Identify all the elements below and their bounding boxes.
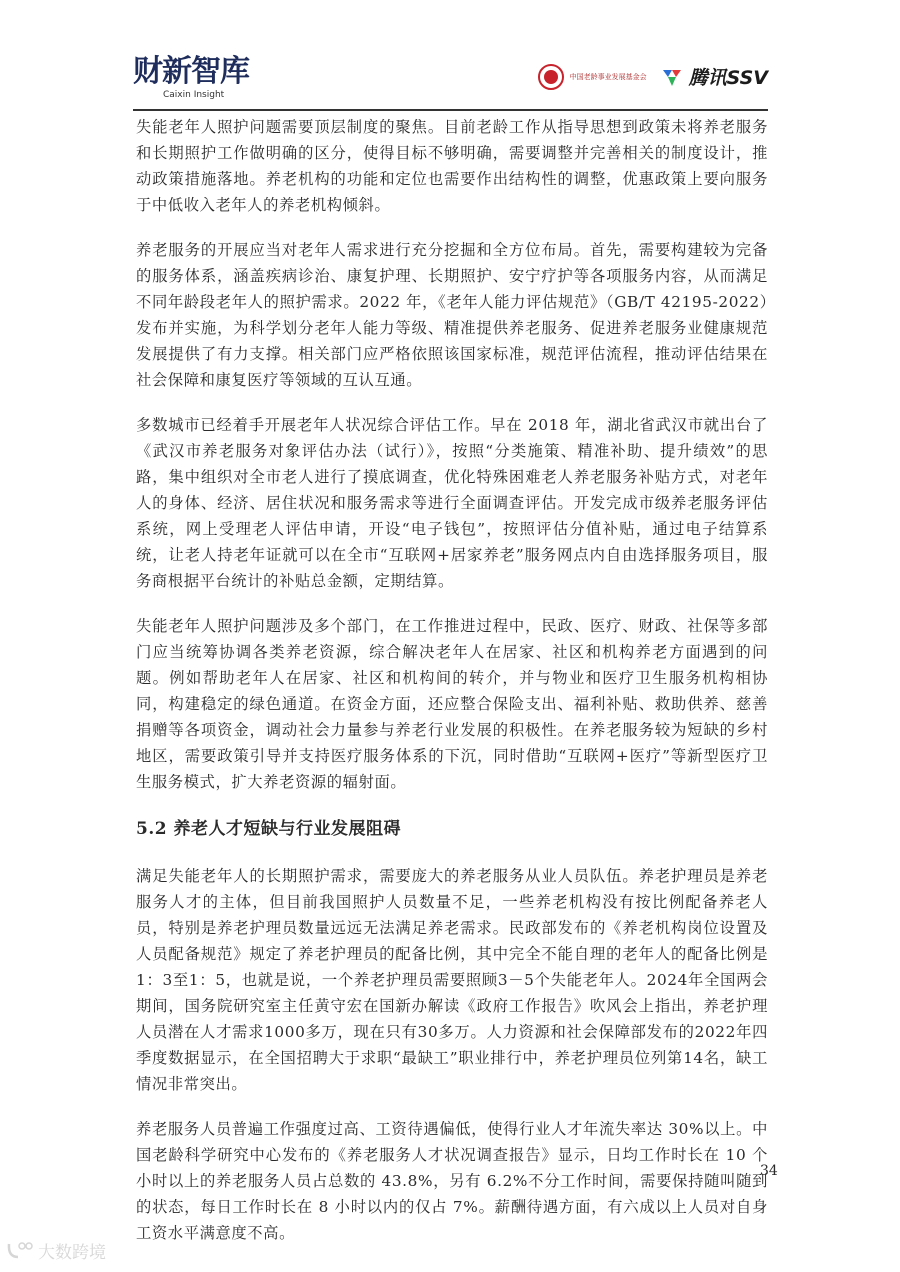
watermark-text: 大数跨境: [38, 1243, 106, 1263]
paragraph: 满足失能老年人的长期照护需求，需要庞大的养老服务从业人员队伍。养老护理员是养老服务人才的主体，但目前我国照护人员数量不足，一些养老机构没有按比例配备养老人员，特别是养老护理员数量远远无法满足养老需求。民政部发布的《养老机构岗位设置及人员配备规范》规定了养老护理员的配备比例，其中完全不能自理的老年人的配备比例是1：3至1：5，也就是说，一个养老护理员需要照顾3－5个失能老年人。2024年全国两会期间，国务院研究室主任黄守宏在国新办解读《政府工作报告》吹风会上指出，养老护理人员潜在人才需求1000多万，现在只有30多万。人力资源和社会保障部发布的2022年四季度数据显示，在全国招聘大于求职“最缺工”职业排行中，养老护理员位列第14名，缺工情况非常突出。: [136, 867, 768, 1093]
paragraph: 失能老年人照护问题涉及多个部门，在工作推进过程中，民政、医疗、财政、社保等多部门应当统筹协调各类养老资源，综合解决老年人在居家、社区和机构养老方面遇到的问题。例如帮助老年人在居家、社区和机构间的转介，并与物业和医疗卫生服务机构相协同，构建稳定的绿色通道。在资金方面，还应整合保险支出、福利补贴、救助供养、慈善捐赠等各项资金，调动社会力量参与养老行业发展的积极性。在养老服务较为短缺的乡村地区，需要政策引导并支持医疗服务体系的下沉，同时借助“互联网+医疗”等新型医疗卫生服务模式，扩大养老资源的辐射面。: [136, 617, 768, 791]
paragraph: 养老服务人员普遍工作强度过高、工资待遇偏低，使得行业人才年流失率达 30%以上。中国老龄科学研究中心发布的《养老服务人才状况调查报告》显示，日均工作时长在 10 个小时以上的养老服务人员占总数的 43.8%，另有 6.2%不分工作时间，需要保持随叫随到的状态，每日工作时长在 8 小时以内的仅占 7%。薪酬待遇方面，有六成以上人员对自身工资水平满意度不高。: [136, 1120, 768, 1242]
paragraph: 失能老年人照护问题需要顶层制度的聚焦。目前老龄工作从指导思想到政策未将养老服务和长期照护工作做明确的区分，使得目标不够明确，需要调整并完善相关的制度设计，推动政策措施落地。养老机构的功能和定位也需要作出结构性的调整，优惠政策上要向服务于中低收入老年人的养老机构倾斜。: [136, 118, 768, 214]
page-number: 34: [760, 1163, 778, 1179]
partner-logos: [538, 63, 768, 90]
logo-cn-text: 财新智库: [133, 54, 249, 89]
page-header: [133, 55, 768, 107]
paragraph: 多数城市已经着手开展老年人状况综合评估工作。早在 2018 年，湖北省武汉市就出台了《武汉市养老服务对象评估办法（试行）》，按照“分类施策、精准补助、提升绩效”的思路，集中组织对全市老人进行了摸底调查，优化特殊困难老人养老服务补贴方式，对老年人的身体、经济、居住状况和服务需求等进行全面调查评估。开发完成市级养老服务评估系统，网上受理老人评估申请，开设“电子钱包”，按照评估分值补贴，通过电子结算系统，让老人持老年证就可以在全市“互联网+居家养老”服务网点内自由选择服务项目，服务商根据平台统计的补贴总金额，定期结算。: [136, 416, 768, 590]
logo-en-text: Caixin Insight: [163, 90, 225, 100]
watermark: [6, 1238, 106, 1263]
foundation-name: 中国老龄事业发展基金会: [569, 72, 647, 81]
watermark-logo-icon: [6, 1241, 34, 1261]
tencent-ssv-logo-icon: [661, 66, 683, 88]
tencent-ssv-name: 腾讯SSV: [688, 67, 768, 89]
foundation-emblem-icon: [538, 64, 564, 90]
caixin-insight-logo: [133, 55, 249, 101]
paragraph: 养老服务的开展应当对老年人需求进行充分挖掘和全方位布局。首先，需要构建较为完备的服务体系，涵盖疾病诊治、康复护理、长期照护、安宁疗护等各项服务内容，从而满足不同年龄段老年人的照护需求。2022 年，《老年人能力评估规范》（GB/T 42195-2022）发布并实施，为科学划分老年人能力等级、精准提供养老服务、促进养老服务业健康规范发展提供了有力支撑。相关部门应严格依照该国家标准，规范评估流程，推动评估结果在社会保障和康复医疗等领域的互认互通。: [136, 241, 768, 389]
document-body: [136, 114, 768, 1265]
section-heading: 5.2 养老人才短缺与行业发展阻碍: [136, 819, 401, 839]
header-divider: [133, 109, 768, 111]
